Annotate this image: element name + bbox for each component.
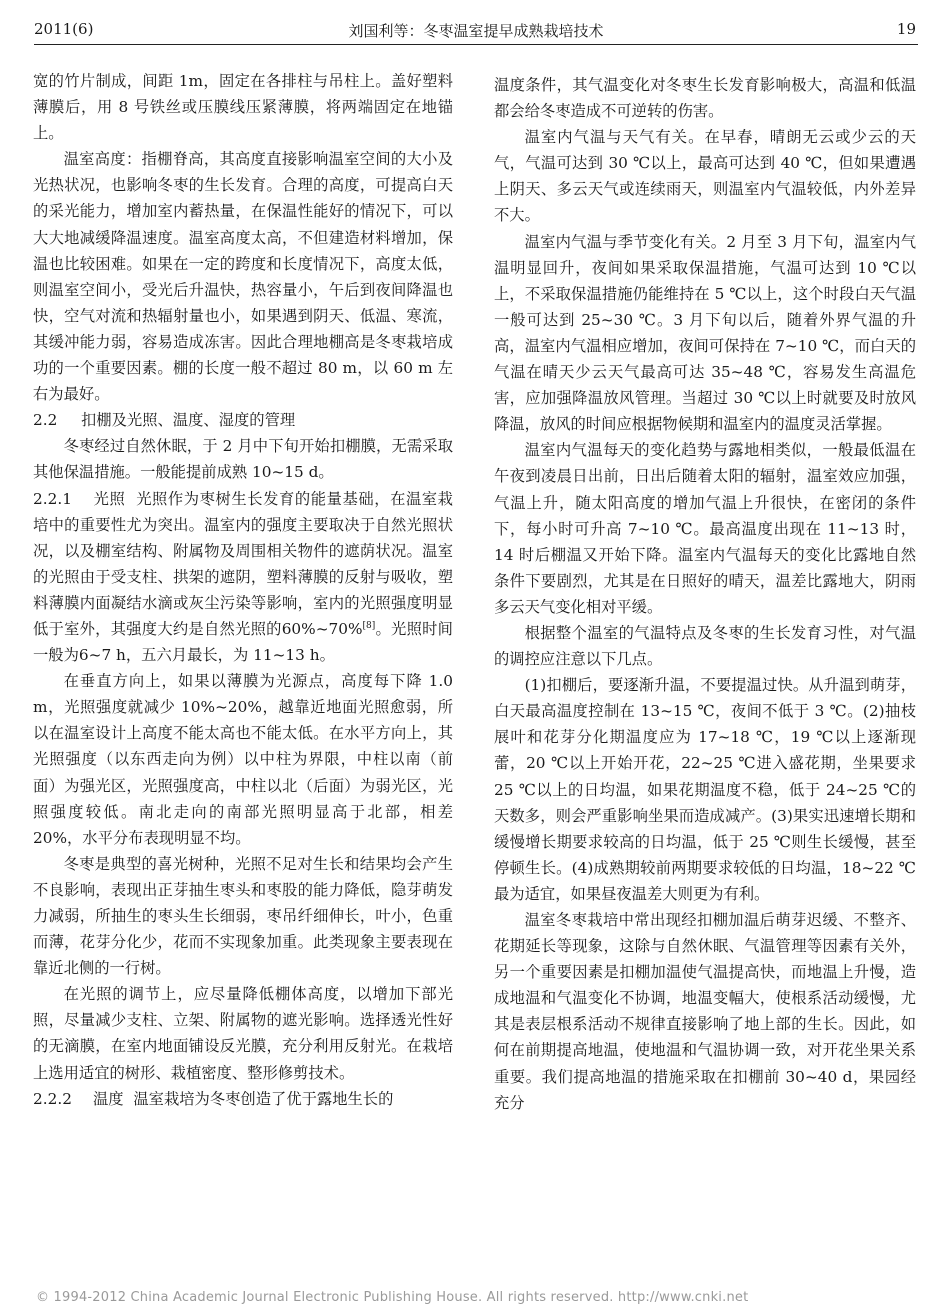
paragraph-greenhouse-height: 温室高度：指棚脊高，其高度直接影响温室空间的大小及光热状况，也影响冬枣的生长发育。合理的高度，可提高白天的采光能力，增加室内蓄热量，在保温性能好的情况下，可以大大地减缓降温速度。温室高度太高，不但建造材料增加，保温也比较困难。如果在一定的跨度和长度情况下，高度太低，则温室空间小，受光后升温快，热容量小，午后到夜间降温也快，空气对流和热辐射量也小，如果遇到阴天、低温、寒流，其缓冲能力弱，容易造成冻害。因此合理地棚高是冬枣栽培成功的一个重要因素。棚的长度一般不超过 80 m，以 60 m 左右为最好。 bbox=[33, 150, 453, 404]
section-number: 2.2 bbox=[33, 411, 58, 430]
paragraph-2-2-1 bbox=[33, 486, 453, 669]
paragraph-soil-temp: 温室冬枣栽培中常出现经扣棚加温后萌芽迟缓、不整齐、花期延长等现象，这除与自然休眠、气温管理等因素有关外，另一个重要因素是扣棚加温使气温提高快，而地温上升慢，造成地温和气温变化不协调，地温变幅大，使根系活动缓慢，尤其是表层根系活动不规律直接影响了地上部的生长。因此，如何在前期提高地温，使地温和气温协调一致，对开花坐果关系重要。我们提高地温的措施采取在扣棚前 30~40 d，果园经充分 bbox=[494, 911, 916, 1112]
paragraph-daily: 温室内气温每天的变化趋势与露地相类似，一般最低温在午夜到凌晨日出前，日出后随着太阳的辐射，温室效应加强，气温上升，随太阳高度的增加气温上升很快，在密闭的条件下，每小时可升高 7~10 ℃。最高温度出现在 11~13 时，14 时后棚温又开始下降。温室内气温每天的变化比露地自然条件下要剧烈，尤其是在日照好的晴天，温差比露地大，阴雨多云天气变化相对平缓。 bbox=[494, 441, 916, 616]
section-heading-2-2 bbox=[33, 407, 453, 433]
page-number: 19 bbox=[896, 20, 916, 38]
paragraph-weather: 温室内气温与天气有关。在早春，晴朗无云或少云的天气，气温可达到 30 ℃以上，最高可达到 40 ℃，但如果遭遇上阴天、多云天气或连续雨天，则温室内气温较低，内外差异不大。 bbox=[494, 128, 916, 225]
paragraph-points: (1)扣棚后，要逐渐升温，不要提温过快。从升温到萌芽，白天最高温度控制在 13~15 ℃，夜间不低于 3 ℃。(2)抽枝展叶和花芽分化期温度应为 17~18 ℃，19 ℃以上逐渐现蕾，20 ℃以上开始开花，22~25 ℃进入盛花期，坐果要求 25 ℃以上的日均温，如果花期温度不稳，低于 24~25 ℃的天数多，则会严重影响坐果而造成减产。(3)果实迅速增长期和缓慢增长期要求较高的日均温，低于 25 ℃则生长缓慢，甚至停顿生长。(4)成熟期较前两期要求较低的日均温，18~22 ℃最为适宜，如果昼夜温差大则更为有利。 bbox=[494, 676, 916, 903]
paragraph-vertical-light: 在垂直方向上，如果以薄膜为光源点，高度每下降 1.0 m，光照强度就减少 10%~20%，越靠近地面光照愈弱，所以在温室设计上高度不能太高也不能太低。在水平方向上，其光照强度（以东西走向为例）以中柱为界限，中柱以南（前面）为强光区，光照强度高，中柱以北（后面）为弱光区，光照强度较低。南北走向的南部光照明显高于北部，相差 20%，水平分布表现明显不均。 bbox=[33, 672, 453, 847]
left-column bbox=[33, 68, 453, 1112]
section-title: 温度 bbox=[93, 1089, 124, 1108]
section-number: 2.2.2 bbox=[33, 1089, 72, 1108]
paragraph-continued: 温度条件，其气温变化对冬枣生长发育影响极大，高温和低温都会给冬枣造成不可逆转的伤害。 bbox=[494, 76, 916, 121]
section-title: 扣棚及光照、温度、湿度的管理 bbox=[81, 411, 296, 430]
copyright-footer: © 1994-2012 China Academic Journal Electronic Publishing House. All rights reserved. http://www.cnki.net bbox=[36, 1290, 749, 1305]
paragraph-light-tree: 冬枣是典型的喜光树种，光照不足对生长和结果均会产生不良影响，表现出正芽抽生枣头和枣股的能力降低，隐芽萌发力减弱，所抽生的枣头生长细弱，枣吊纤细伸长，叶小，色重而薄，花芽分化少，花而不实现象加重。此类现象主要表现在靠近北侧的一行树。 bbox=[33, 854, 453, 978]
paragraph-text: 光照作为枣树生长发育的能量基础，在温室栽培中的重要性尤为突出。温室内的强度主要取决于自然光照状况，以及棚室结构、附属物及周围相关物件的遮荫状况。温室的光照由于受支柱、拱架的遮阴，塑料薄膜的反射与吸收，塑料薄膜内面凝结水滴或灰尘污染等影响，室内的光照强度明显低于室外，其强度大约是自然光照的60%~70% bbox=[33, 489, 453, 638]
journal-issue: 2011(6) bbox=[34, 20, 94, 38]
running-title: 刘国利等：冬枣温室提早成熟栽培技术 bbox=[348, 22, 604, 40]
paragraph-continued: 宽的竹片制成，间距 1m，固定在各排柱与吊柱上。盖好塑料薄膜后，用 8 号铁丝或压膜线压紧薄膜，将两端固定在地锚上。 bbox=[33, 72, 453, 143]
paragraph-light-adjust: 在光照的调节上，应尽量降低棚体高度，以增加下部光照，尽量减少支柱、立架、附属物的遮光影响。选择透光性好的无滴膜，在室内地面铺设反光膜，充分利用反射光。在栽培上选用适宜的树形、栽植密度、整形修剪技术。 bbox=[33, 985, 453, 1082]
section-number: 2.2.1 bbox=[33, 489, 72, 508]
paragraph-2-2: 冬枣经过自然休眠，于 2 月中下旬开始扣棚膜，无需采取其他保温措施。一般能提前成熟 10~15 d。 bbox=[33, 437, 453, 482]
citation: [8] bbox=[362, 620, 376, 631]
paragraph-season: 温室内气温与季节变化有关。2 月至 3 月下旬，温室内气温明显回升，夜间如果采取保温措施，气温可达到 10 ℃以上，不采取保温措施仍能维持在 5 ℃以上，这个时段白天气温一般可达到 25~30 ℃。3 月下旬以后，随着外界气温的升高，温室内气温相应增加，夜间可保持在 7~10 ℃，而白天的气温在晴天少云天气最高可达 35~48 ℃，容易发生高温危害，应加强降温放风管理。当超过 30 ℃以上时就要及时放风降温，放风的时间应根据物候期和温室内的温度灵活掌握。 bbox=[494, 232, 916, 434]
section-title: 光照 bbox=[93, 489, 126, 508]
paragraph-control: 根据整个温室的气温特点及冬枣的生长发育习性，对气温的调控应注意以下几点。 bbox=[494, 623, 916, 669]
paragraph-text: 。光照时间一般为6~7 h，五六月最长，为 11~13 h。 bbox=[33, 619, 453, 665]
paragraph-text: 温室栽培为冬枣创造了优于露地生长的 bbox=[133, 1089, 394, 1108]
right-column bbox=[494, 72, 916, 1116]
paragraph-2-2-2 bbox=[33, 1086, 453, 1112]
running-header bbox=[34, 12, 918, 45]
